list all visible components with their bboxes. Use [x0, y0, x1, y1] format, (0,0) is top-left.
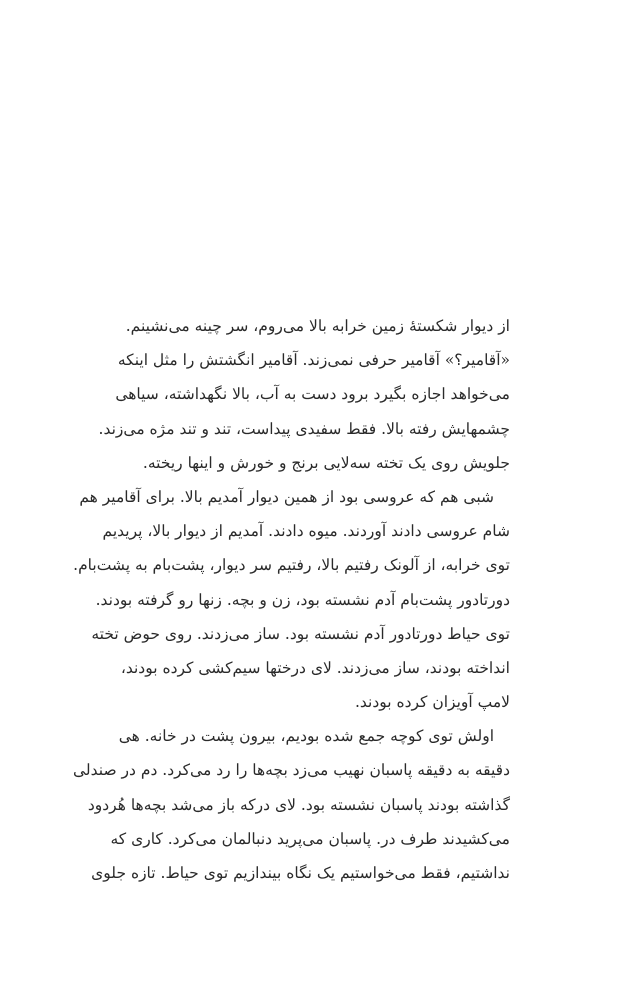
text-line: شام عروسی دادند آوردند. میوه دادند. آمدیم از دیوار بالا، پریدیم	[102, 522, 510, 541]
text-line: نداشتیم، فقط می‌خواستیم یک نگاه بیندازیم توی حیاط. تازه جلوی	[91, 864, 510, 882]
text-line: چشمهایش رفته بالا. فقط سفیدی پیداست، تند و تند مژه می‌زند.	[98, 419, 510, 438]
text-line: گذاشته بودند پاسبان نشسته بود. لای درکه باز می‌شد بچه‌ها هُردود	[87, 795, 510, 814]
text-line: اولش توی کوچه جمع شده بودیم، بیرون پشت در خانه. هی	[118, 727, 494, 746]
text-line: توی حیاط دورتادور آدم نشسته بود. ساز می‌زدند. روی حوض تخته	[91, 624, 510, 643]
text-line: شبی هم که عروسی بود از همین دیوار آمدیم بالا. برای آقامیر هم	[79, 487, 494, 506]
body-text	[73, 309, 510, 890]
text-line: دقیقه به دقیقه پاسبان نهیب می‌زد بچه‌ها را رد می‌کرد. دم در صندلی	[73, 761, 510, 780]
text-line: جلویش روی یک تخته سه‌لایی برنج و خورش و اینها ریخته.	[142, 453, 510, 472]
text-line: «آقامیر؟» آقامیر حرفی نمی‌زند. آقامیر انگشتش را مثل اینکه	[117, 351, 510, 370]
text-line: از دیوار شکستهٔ زمین خرابه بالا می‌روم، سر چینه می‌نشینم.	[125, 317, 510, 335]
text-line: می‌کشیدند طرف در. پاسبان می‌پرید دنبالمان می‌کرد. کاری که	[110, 829, 510, 848]
text-line: می‌خواهد اجازه بگیرد برود دست به آب، بالا نگهداشته، سیاهی	[115, 385, 510, 404]
text-line: لامپ آویزان کرده بودند.	[354, 693, 510, 712]
text-line: توی خرابه، از آلونک رفتیم بالا، رفتیم سر دیوار، پشت‌بام به پشت‌بام.	[73, 556, 510, 575]
text-line: دورتادور پشت‌بام آدم نشسته بود، زن و بچه. زنها رو گرفته بودند.	[95, 590, 510, 609]
text-line: انداخته بودند، ساز می‌زدند. لای درختها سیم‌کشی کرده بودند،	[120, 658, 510, 677]
